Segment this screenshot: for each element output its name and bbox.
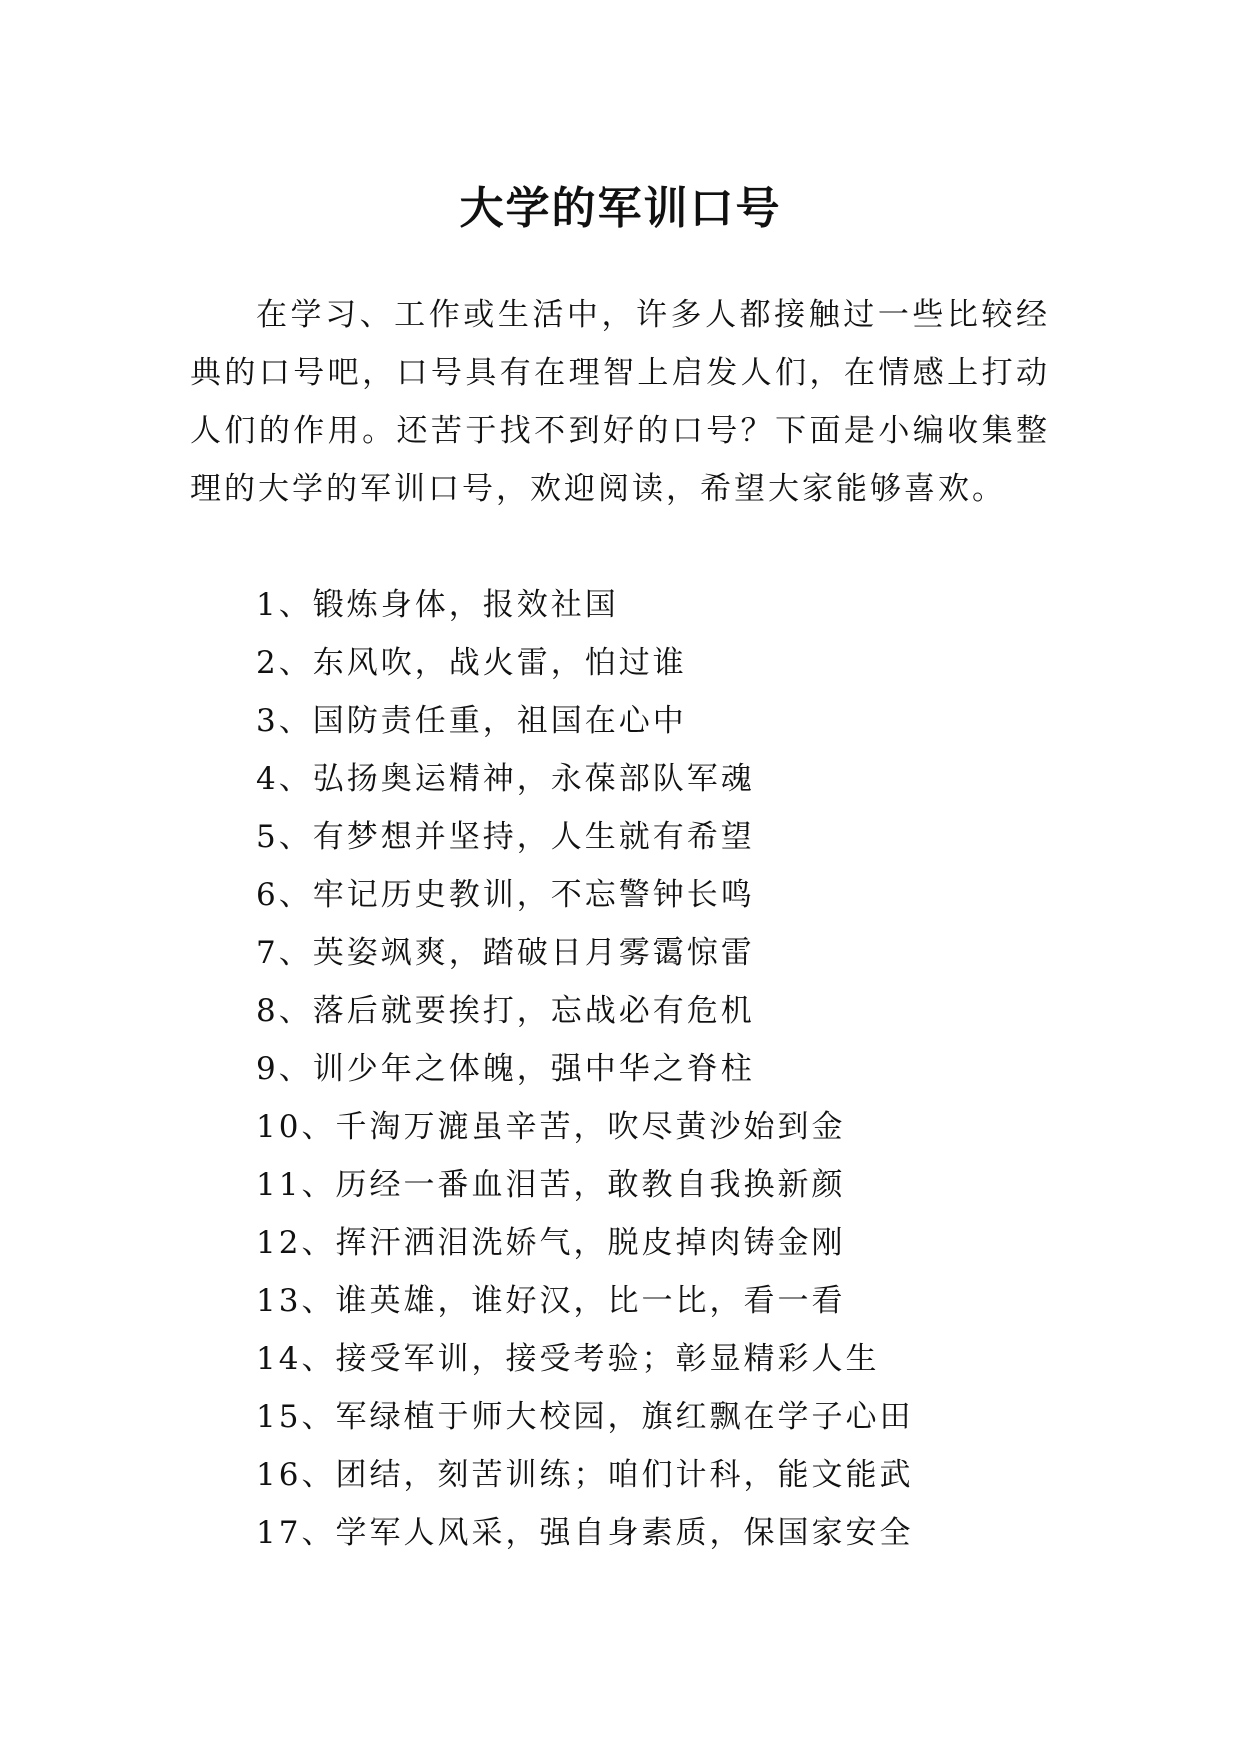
slogan-item: 8、落后就要挨打，忘战必有危机	[256, 993, 755, 1029]
slogan-list	[256, 576, 913, 1562]
slogan-item: 12、挥汗洒泪洗娇气，脱皮掉肉铸金刚	[256, 1225, 846, 1261]
slogan-item: 15、军绿植于师大校园，旗红飘在学子心田	[256, 1399, 914, 1435]
slogan-item: 13、谁英雄，谁好汉，比一比，看一看	[256, 1283, 846, 1319]
intro-paragraph: 在学习、工作或生活中，许多人都接触过一些比较经典的口号吧，口号具有在理智上启发人们，在情感上打动人们的作用。还苦于找不到好的口号？下面是小编收集整理的大学的军训口号，欢迎阅读，希望大家能够喜欢。	[190, 297, 1050, 507]
slogan-item: 16、团结，刻苦训练；咱们计科，能文能武	[256, 1457, 914, 1493]
slogan-item: 1、锻炼身体，报效社国	[256, 587, 619, 623]
slogan-item: 10、千淘万漉虽辛苦，吹尽黄沙始到金	[256, 1109, 846, 1145]
slogan-item: 5、有梦想并坚持，人生就有希望	[256, 819, 755, 855]
slogan-item: 14、接受军训，接受考验；彰显精彩人生	[256, 1341, 880, 1377]
slogan-item: 7、英姿飒爽，踏破日月雾霭惊雷	[256, 935, 755, 971]
slogan-item: 2、东风吹，战火雷，怕过谁	[256, 645, 687, 681]
slogan-item: 11、历经一番血泪苦，敢教自我换新颜	[256, 1167, 846, 1203]
slogan-item: 9、训少年之体魄，强中华之脊柱	[256, 1051, 755, 1087]
document-title: 大学的军训口号	[459, 183, 782, 235]
slogan-item: 3、国防责任重，祖国在心中	[256, 703, 687, 739]
slogan-item: 6、牢记历史教训，不忘警钟长鸣	[256, 877, 755, 913]
slogan-item: 4、弘扬奥运精神，永葆部队军魂	[256, 761, 755, 797]
slogan-item: 17、学军人风采，强自身素质，保国家安全	[256, 1515, 914, 1551]
